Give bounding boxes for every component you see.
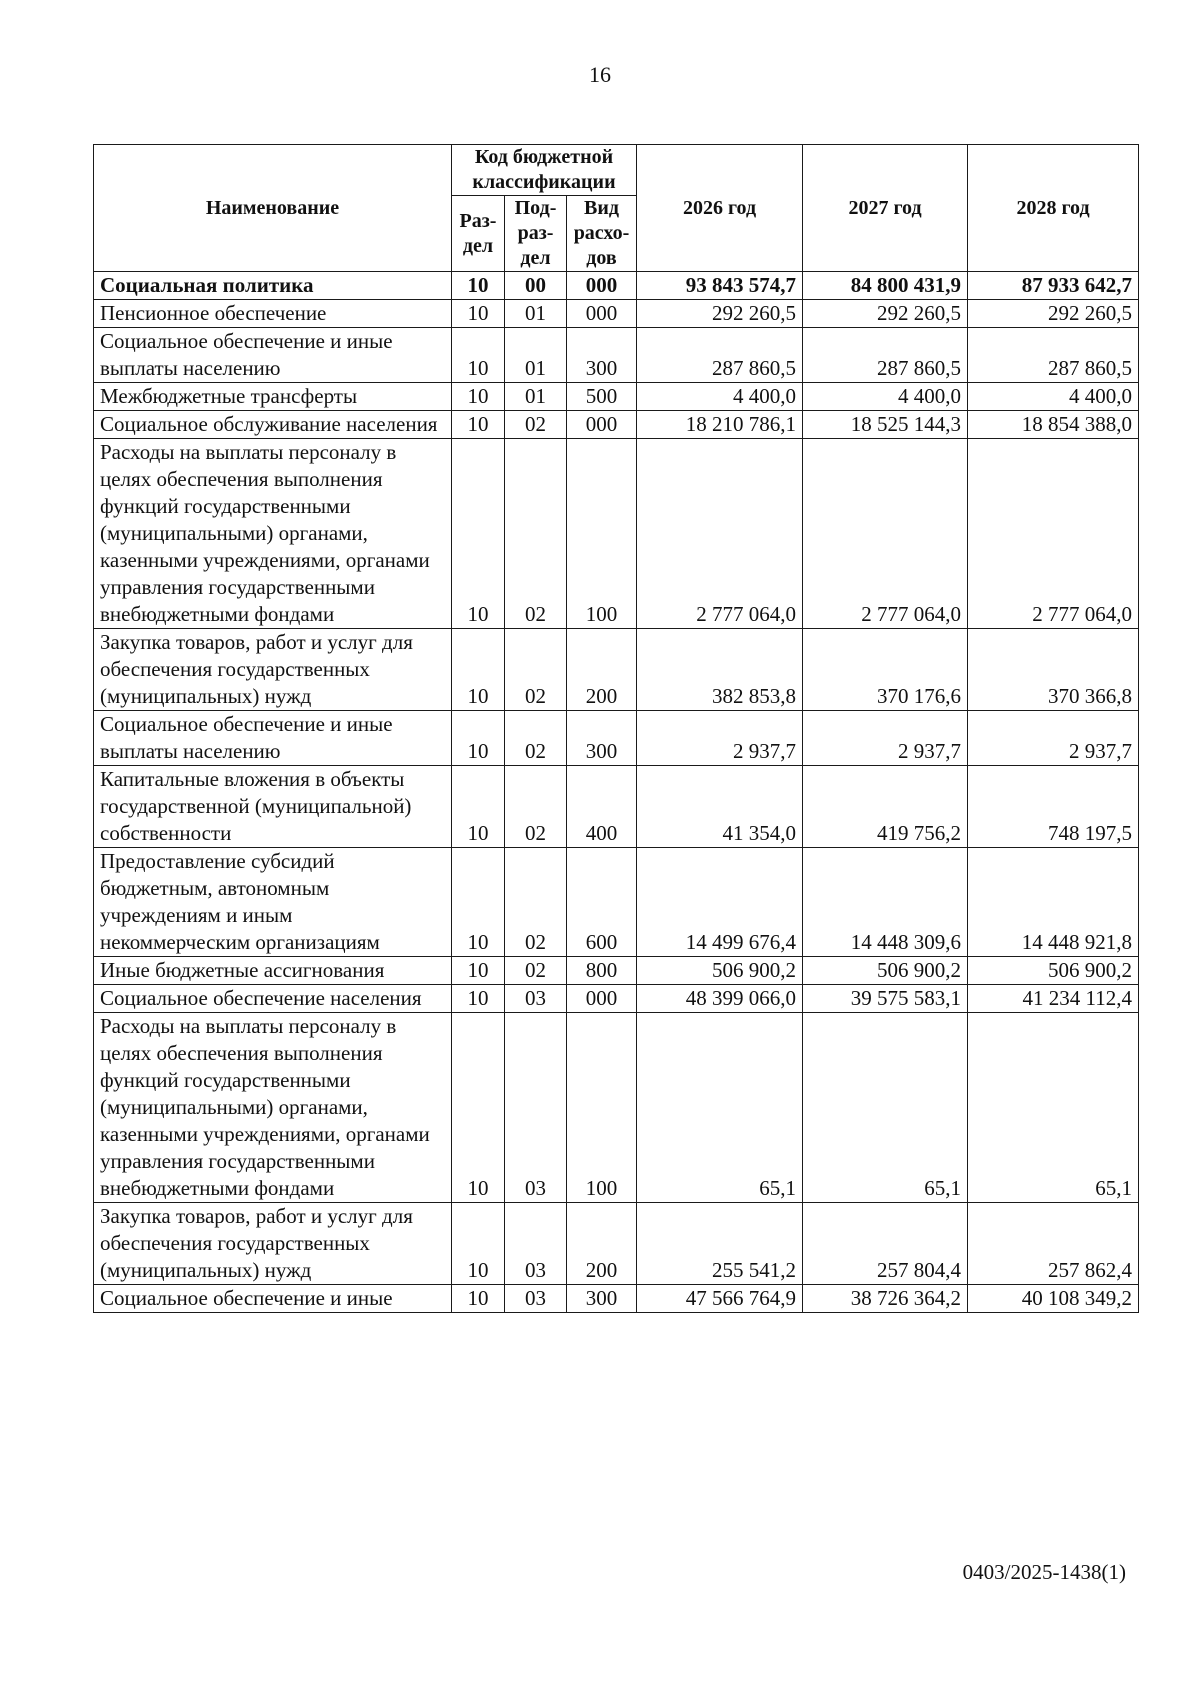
row-amount-2026: 382 853,8	[637, 629, 803, 711]
row-amount-2026: 65,1	[637, 1013, 803, 1203]
row-vid-raskhodov: 300	[567, 711, 637, 766]
table-row	[94, 383, 1139, 411]
row-amount-2026: 41 354,0	[637, 766, 803, 848]
row-razdel: 10	[452, 1285, 505, 1313]
row-razdel: 10	[452, 1203, 505, 1285]
row-razdel: 10	[452, 985, 505, 1013]
table-row	[94, 272, 1139, 300]
row-name: Закупка товаров, работ и услуг для обеспечения государственных (муниципальных) нужд	[94, 629, 452, 711]
row-name: Расходы на выплаты персоналу в целях обеспечения выполнения функций государственными (муниципальными) органами, казенными учреждениями, органами управления государственными внебюджетными фондами	[94, 439, 452, 629]
row-vid-raskhodov: 200	[567, 629, 637, 711]
budget-table	[93, 144, 1139, 1313]
row-amount-2027: 65,1	[803, 1013, 968, 1203]
row-podrazdel: 02	[505, 711, 567, 766]
row-amount-2028: 292 260,5	[968, 300, 1139, 328]
row-amount-2026: 18 210 786,1	[637, 411, 803, 439]
table-row	[94, 957, 1139, 985]
row-name: Социальное обеспечение и иные выплаты населению	[94, 328, 452, 383]
table-row	[94, 1285, 1139, 1313]
row-amount-2027: 292 260,5	[803, 300, 968, 328]
row-amount-2027: 506 900,2	[803, 957, 968, 985]
row-amount-2027: 287 860,5	[803, 328, 968, 383]
row-amount-2028: 257 862,4	[968, 1203, 1139, 1285]
row-name: Капитальные вложения в объекты государственной (муниципальной) собственности	[94, 766, 452, 848]
row-amount-2026: 292 260,5	[637, 300, 803, 328]
row-amount-2026: 48 399 066,0	[637, 985, 803, 1013]
row-name: Иные бюджетные ассигнования	[94, 957, 452, 985]
table-row	[94, 328, 1139, 383]
row-podrazdel: 03	[505, 1285, 567, 1313]
row-razdel: 10	[452, 629, 505, 711]
row-vid-raskhodov: 400	[567, 766, 637, 848]
header-podrazdel: Под- раз- дел	[505, 196, 567, 272]
row-vid-raskhodov: 500	[567, 383, 637, 411]
row-razdel: 10	[452, 439, 505, 629]
header-razdel: Раз- дел	[452, 196, 505, 272]
row-podrazdel: 02	[505, 957, 567, 985]
row-vid-raskhodov: 200	[567, 1203, 637, 1285]
row-podrazdel: 01	[505, 328, 567, 383]
row-amount-2026: 4 400,0	[637, 383, 803, 411]
row-amount-2028: 41 234 112,4	[968, 985, 1139, 1013]
row-podrazdel: 02	[505, 439, 567, 629]
row-razdel: 10	[452, 300, 505, 328]
row-vid-raskhodov: 000	[567, 300, 637, 328]
row-vid-raskhodov: 100	[567, 1013, 637, 1203]
row-amount-2027: 14 448 309,6	[803, 848, 968, 957]
row-amount-2028: 65,1	[968, 1013, 1139, 1203]
page-number: 16	[589, 62, 611, 87]
row-vid-raskhodov: 300	[567, 1285, 637, 1313]
row-razdel: 10	[452, 1013, 505, 1203]
header-year-2027: 2027 год	[803, 145, 968, 272]
row-podrazdel: 01	[505, 383, 567, 411]
row-vid-raskhodov: 800	[567, 957, 637, 985]
table-header	[94, 145, 1139, 272]
row-amount-2028: 370 366,8	[968, 629, 1139, 711]
table-row	[94, 766, 1139, 848]
table-row	[94, 439, 1139, 629]
row-amount-2026: 93 843 574,7	[637, 272, 803, 300]
row-podrazdel: 03	[505, 985, 567, 1013]
row-amount-2028: 748 197,5	[968, 766, 1139, 848]
row-razdel: 10	[452, 957, 505, 985]
row-amount-2028: 14 448 921,8	[968, 848, 1139, 957]
table-row	[94, 848, 1139, 957]
row-amount-2027: 4 400,0	[803, 383, 968, 411]
row-vid-raskhodov: 000	[567, 411, 637, 439]
row-vid-raskhodov: 000	[567, 272, 637, 300]
row-amount-2027: 38 726 364,2	[803, 1285, 968, 1313]
table-row	[94, 411, 1139, 439]
row-podrazdel: 01	[505, 300, 567, 328]
header-name: Наименование	[94, 145, 452, 272]
header-kbk: Код бюджетной классификации	[452, 145, 637, 196]
row-amount-2027: 419 756,2	[803, 766, 968, 848]
row-amount-2026: 14 499 676,4	[637, 848, 803, 957]
row-amount-2027: 18 525 144,3	[803, 411, 968, 439]
row-podrazdel: 02	[505, 848, 567, 957]
row-amount-2028: 287 860,5	[968, 328, 1139, 383]
row-name: Расходы на выплаты персоналу в целях обеспечения выполнения функций государственными (муниципальными) органами, казенными учреждениями, органами управления государственными внебюджетными фондами	[94, 1013, 452, 1203]
row-amount-2028: 4 400,0	[968, 383, 1139, 411]
row-amount-2028: 2 777 064,0	[968, 439, 1139, 629]
row-name: Межбюджетные трансферты	[94, 383, 452, 411]
row-name: Закупка товаров, работ и услуг для обеспечения государственных (муниципальных) нужд	[94, 1203, 452, 1285]
row-amount-2027: 84 800 431,9	[803, 272, 968, 300]
row-razdel: 10	[452, 328, 505, 383]
table-row	[94, 300, 1139, 328]
row-amount-2027: 2 937,7	[803, 711, 968, 766]
table-row	[94, 711, 1139, 766]
row-amount-2027: 39 575 583,1	[803, 985, 968, 1013]
row-podrazdel: 03	[505, 1203, 567, 1285]
row-vid-raskhodov: 000	[567, 985, 637, 1013]
header-year-2028: 2028 год	[968, 145, 1139, 272]
row-podrazdel: 02	[505, 766, 567, 848]
row-vid-raskhodov: 600	[567, 848, 637, 957]
row-razdel: 10	[452, 766, 505, 848]
header-year-2026: 2026 год	[637, 145, 803, 272]
header-vid-raskhodov: Вид расхо- дов	[567, 196, 637, 272]
row-vid-raskhodov: 300	[567, 328, 637, 383]
row-amount-2026: 2 777 064,0	[637, 439, 803, 629]
row-amount-2028: 2 937,7	[968, 711, 1139, 766]
row-amount-2027: 2 777 064,0	[803, 439, 968, 629]
table-row	[94, 629, 1139, 711]
row-amount-2026: 506 900,2	[637, 957, 803, 985]
row-razdel: 10	[452, 272, 505, 300]
table-row	[94, 1203, 1139, 1285]
row-amount-2028: 18 854 388,0	[968, 411, 1139, 439]
row-podrazdel: 00	[505, 272, 567, 300]
table-row	[94, 985, 1139, 1013]
row-razdel: 10	[452, 411, 505, 439]
table-row	[94, 1013, 1139, 1203]
row-podrazdel: 02	[505, 411, 567, 439]
row-name: Социальное обслуживание населения	[94, 411, 452, 439]
row-razdel: 10	[452, 848, 505, 957]
row-amount-2026: 255 541,2	[637, 1203, 803, 1285]
row-name: Предоставление субсидий бюджетным, автономным учреждениям и иным некоммерческим организациям	[94, 848, 452, 957]
document-code: 0403/2025-1438(1)	[962, 1560, 1126, 1584]
row-amount-2026: 287 860,5	[637, 328, 803, 383]
row-vid-raskhodov: 100	[567, 439, 637, 629]
row-amount-2028: 506 900,2	[968, 957, 1139, 985]
row-podrazdel: 03	[505, 1013, 567, 1203]
row-razdel: 10	[452, 383, 505, 411]
row-amount-2026: 47 566 764,9	[637, 1285, 803, 1313]
table-body	[94, 272, 1139, 1313]
row-podrazdel: 02	[505, 629, 567, 711]
row-name: Социальная политика	[94, 272, 452, 300]
row-amount-2027: 370 176,6	[803, 629, 968, 711]
row-amount-2027: 257 804,4	[803, 1203, 968, 1285]
row-razdel: 10	[452, 711, 505, 766]
row-amount-2026: 2 937,7	[637, 711, 803, 766]
row-name: Социальное обеспечение и иные	[94, 1285, 452, 1313]
row-name: Пенсионное обеспечение	[94, 300, 452, 328]
row-name: Социальное обеспечение населения	[94, 985, 452, 1013]
row-amount-2028: 40 108 349,2	[968, 1285, 1139, 1313]
row-amount-2028: 87 933 642,7	[968, 272, 1139, 300]
row-name: Социальное обеспечение и иные выплаты населению	[94, 711, 452, 766]
